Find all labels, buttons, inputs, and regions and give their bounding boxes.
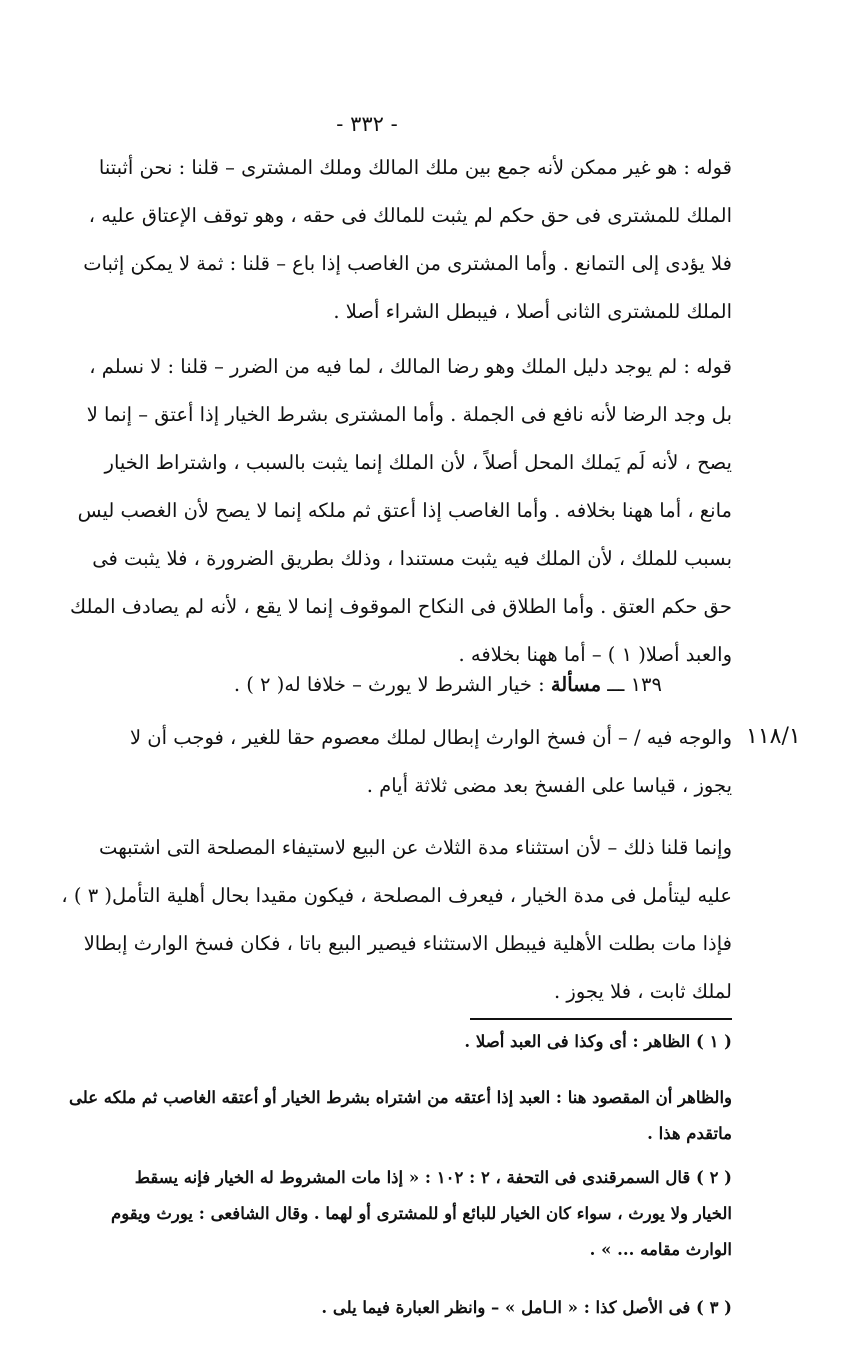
text-line: فلا يؤدى إلى التمانع . وأما المشترى من الغاصب إذا باع – قلنا : ثمة لا يمكن إثبات — [83, 252, 732, 275]
footnote-line: ( ١ ) الظاهر : أى وكذا فى العبد أصلا . — [464, 1032, 732, 1051]
text-line: بسبب للملك ، لأن الملك فيه يثبت مستندا ، وذلك بطريق الضرورة ، فلا يثبت فى — [92, 547, 732, 570]
footnote-3 — [18, 1290, 732, 1326]
paragraph-3 — [18, 714, 732, 810]
paragraph-2 — [18, 343, 732, 679]
footnote-1 — [18, 1024, 732, 1060]
text-line: حق حكم العتق . وأما الطلاق فى النكاح الموقوف إنما لا يقع ، لأنه لم يصادف الملك — [70, 595, 732, 618]
issue-number: ١٣٩ ـــ — [607, 673, 662, 696]
footnote-1-continuation — [18, 1080, 732, 1152]
footnote-line: الوارث مقامه ... » . — [589, 1240, 732, 1259]
margin-folio-reference: ١١٨/١ — [746, 724, 801, 749]
footnote-line: الخيار ولا يورث ، سواء كان الخيار للبائع أو للمشترى أو لهما . وقال الشافعى : يورث ويقوم — [111, 1204, 732, 1223]
paragraph-1 — [18, 144, 732, 336]
footnote-line: ماتقدم هذا . — [647, 1124, 732, 1143]
text-line: الملك للمشترى الثانى أصلا ، فيبطل الشراء أصلا . — [333, 300, 732, 323]
text-line: لملك ثابت ، فلا يجوز . — [554, 980, 732, 1003]
footnote-separator — [470, 1018, 732, 1020]
text-line: قوله : لم يوجد دليل الملك وهو رضا المالك ، لما فيه من الضرر – قلنا : لا نسلم ، — [89, 355, 732, 378]
text-line: مانع ، أما ههنا بخلافه . وأما الغاصب إذا أعتق ثم ملكه إنما لا يصح لأن الغصب ليس — [77, 499, 732, 522]
page-number: - ٣٣٢ - — [336, 112, 398, 136]
issue-heading — [18, 661, 732, 709]
text-line: يصح ، لأنه لَم يَملك المحل أصلاً ، لأن الملك إنما يثبت بالسبب ، واشتراط الخيار — [104, 451, 732, 474]
text-line: فإذا مات بطلت الأهلية فيبطل الاستثناء فيصير البيع باتا ، فكان فسخ الوارث إبطالا — [83, 932, 732, 955]
text-line: والوجه فيه / – أن فسخ الوارث إبطال لملك معصوم حقا للغير ، فوجب أن لا — [129, 726, 732, 749]
text-line: وإنما قلنا ذلك – لأن استثناء مدة الثلاث عن البيع لاستيفاء المصلحة التى اشتبهت — [99, 836, 732, 859]
footnote-2 — [18, 1160, 732, 1268]
text-line: يجوز ، قياسا على الفسخ بعد مضى ثلاثة أيام . — [366, 774, 732, 797]
footnote-line: ( ٣ ) فى الأصل كذا : « الـامل » – وانظر العبارة فيما يلى . — [321, 1298, 732, 1317]
issue-label: مسألة — [550, 673, 602, 696]
issue-text: : خيار الشرط لا يورث – خلافا له( ٢ ) . — [233, 673, 545, 696]
text-line: بل وجد الرضا لأنه نافع فى الجملة . وأما المشترى بشرط الخيار إذا أعتق – إنما لا — [86, 403, 732, 426]
text-line: والعبد أصلا( ١ ) – أما ههنا بخلافه . — [458, 643, 732, 666]
paragraph-4 — [18, 824, 732, 1016]
footnote-line: والظاهر أن المقصود هنا : العبد إذا أعتقه من اشتراه بشرط الخيار أو أعتقه الغاصب ثم ملكه على — [69, 1088, 732, 1107]
text-line: قوله : هو غير ممكن لأنه جمع بين ملك المالك وملك المشترى – قلنا : نحن أثبتنا — [98, 156, 732, 179]
text-line: الملك للمشترى فى حق حكم لم يثبت للمالك فى حقه ، وهو توقف الإعتاق عليه ، — [88, 204, 732, 227]
text-line: عليه ليتأمل فى مدة الخيار ، فيعرف المصلحة ، فيكون مقيدا بحال أهلية التأمل( ٣ ) ، — [61, 884, 732, 907]
footnote-line: ( ٢ ) قال السمرقندى فى التحفة ، ٢ : ١٠٢ : « إذا مات المشروط له الخيار فإنه يسقط — [134, 1168, 732, 1187]
